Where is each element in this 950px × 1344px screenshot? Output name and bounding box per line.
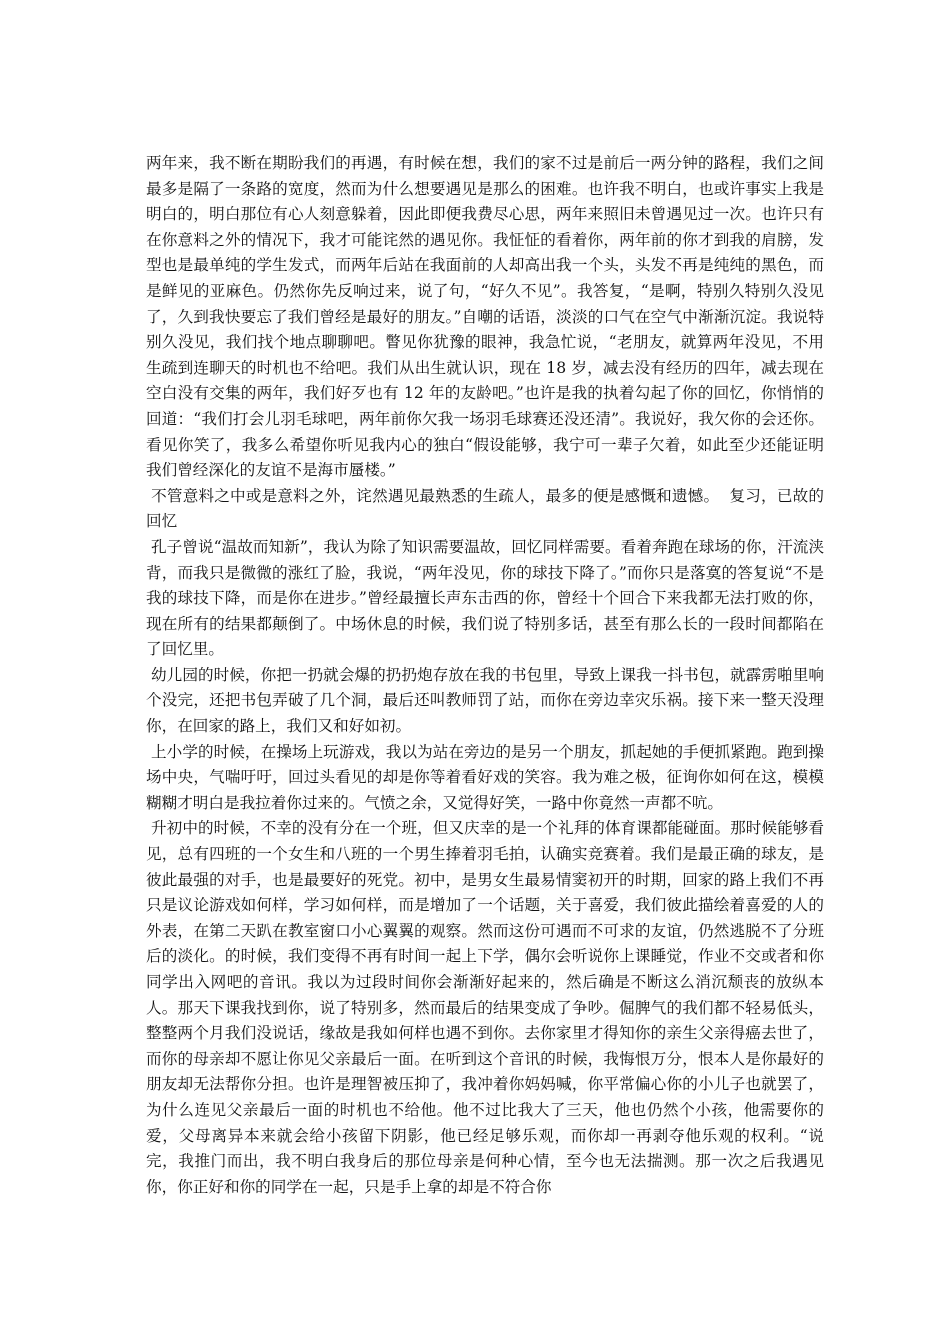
paragraph: 孔子曾说“温故而知新”，我认为除了知识需要温故，回忆同样需要。看着奔跑在球场的你，汗流浃背，而我只是微微的涨红了脸，我说，“两年没见，你的球技下降了。”而你只是落寞的答复说“不是我的球技下降，而是你在进步。”曾经最擅长声东击西的你，曾经十个回合下来我都无法打败的你，现在所有的结果都颠倒了。中场休息的时候，我们说了特别多话，甚至有那么长的一段时间都陷在了回忆里。 xyxy=(146,537,824,659)
paragraph: 幼儿园的时候，你把一扔就会爆的扔扔炮存放在我的书包里，导致上课我一抖书包，就霹雳啪里响个没完，还把书包弄破了几个洞，最后还叫教师罚了站，而你在旁边幸灾乐祸。接下来一整天没理你，在回家的路上，我们又和好如初。 xyxy=(146,665,824,736)
paragraph: 升初中的时候，不幸的没有分在一个班，但又庆幸的是一个礼拜的体育课都能碰面。那时候能够看见，总有四班的一个女生和八班的一个男生捧着羽毛拍，认确实竞赛着。我们是最正确的球友，是彼此最强的对手，也是最要好的死党。初中，是男女生最易情窦初开的时期，回家的路上我们不再只是议论游戏如何样，学习如何样，而是增加了一个话题，关于喜爱，我们彼此描绘着喜爱的人的外表，在第二天趴在教室窗口小心翼翼的观察。然而这份可遇而不可求的友谊，仍然逃脱不了分班后的淡化。的时候，我们变得不再有时间一起上下学，偶尔会听说你上课睡觉，作业不交或者和你同学出入网吧的音讯。我以为过段时间你会渐渐好起来的，然后确是不断这么消沉颓丧的放纵本人。那天下课我找到你，说了特别多，然而最后的结果变成了争吵。倔脾气的我们都不轻易低头，整整两个月我们没说话，缘故是我如何样也遇不到你。去你家里才得知你的亲生父亲得癌去世了，而你的母亲却不愿让你见父亲最后一面。在听到这个音讯的时候，我悔恨万分，恨本人是你最好的朋友却无法帮你分担。也许是理智被压抑了，我冲着你妈妈喊，你平常偏心你的小儿子也就罢了，为什么连见父亲最后一面的时机也不给他。他不过比我大了三天，他也仍然个小孩，他需要你的爱，父母离异本来就会给小孩留下阴影，他已经足够乐观，而你却一再剥夺他乐观的权利。“说完，我推门而出，我不明白我身后的那位母亲是何种心情，至今也无法揣测。那一次之后我遇见你，你正好和你的同学在一起，只是手上拿的却是不符合你 xyxy=(146,819,824,1196)
document-body xyxy=(146,151,824,1200)
paragraph: 不管意料之中或是意料之外，诧然遇见最熟悉的生疏人，最多的便是感慨和遗憾。 复习，已故的回忆 xyxy=(146,486,824,531)
paragraph: 两年来，我不断在期盼我们的再遇，有时候在想，我们的家不过是前后一两分钟的路程，我们之间最多是隔了一条路的宽度，然而为什么想要遇见是那么的困难。也许我不明白，也或许事实上我是明白的，明白那位有心人刻意躲着，因此即便我费尽心思，两年来照旧未曾遇见过一次。也许只有在你意料之外的情况下，我才可能诧然的遇见你。我怔怔的看着你，两年前的你才到我的肩膀，发型也是最单纯的学生发式，而两年后站在我面前的人却高出我一个头，头发不再是纯纯的黑色，而是鲜见的亚麻色。仍然你先反响过来，说了句，“好久不见”。我答复，“是啊，特别久特别久没见了，久到我快要忘了我们曾经是最好的朋友。”自嘲的话语，淡淡的口气在空气中渐渐沉淀。我说特别久没见，我们找个地点聊聊吧。瞥见你犹豫的眼神，我急忙说，“老朋友，就算两年没见，不用生疏到连聊天的时机也不给吧。我们从出生就认识，现在 18 岁，减去没有经历的四年，减去现在空白没有交集的两年，我们好歹也有 12 年的友龄吧。”也许是我的执着勾起了你的回忆，你悄悄的回道：“我们打会儿羽毛球吧，两年前你欠我一场羽毛球赛还没还清”。我说好，我欠你的会还你。看见你笑了，我多么希望你听见我内心的独白“假设能够，我宁可一辈子欠着，如此至少还能证明我们曾经深化的友谊不是海市蜃楼。” xyxy=(146,154,824,480)
paragraph: 上小学的时候，在操场上玩游戏，我以为站在旁边的是另一个朋友，抓起她的手便抓紧跑。跑到操场中央，气喘吁吁，回过头看见的却是你等着看好戏的笑容。我为难之极，征询你如何在这，模模糊糊才明白是我拉着你过来的。气愤之余，又觉得好笑，一路中你竟然一声都不吭。 xyxy=(146,742,824,812)
